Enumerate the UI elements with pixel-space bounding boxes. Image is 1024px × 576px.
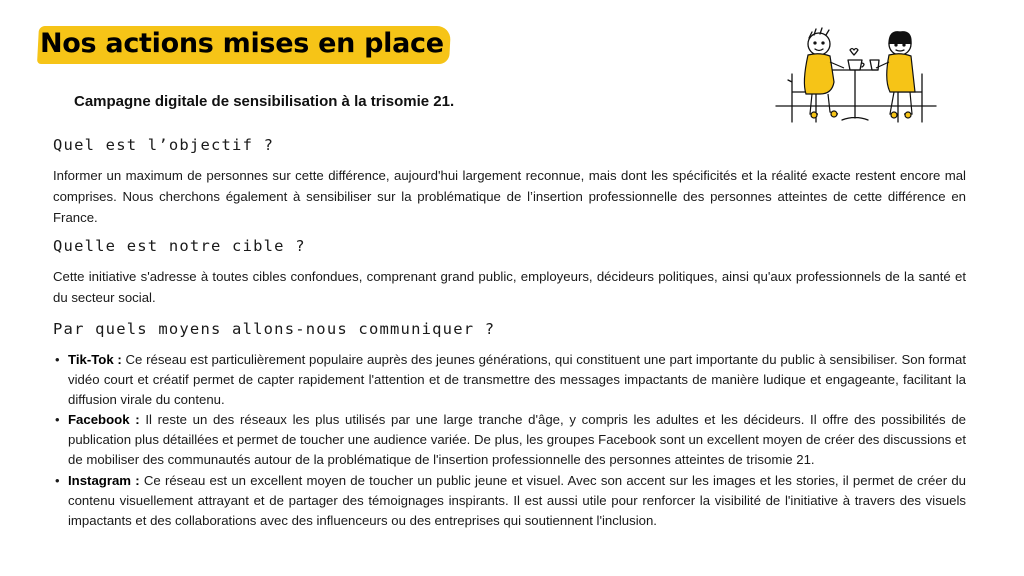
objective-text: Informer un maximum de personnes sur cette différence, aujourd'hui largement reconnue, mais dont les spécificités et la réalité exacte restent encore mal comprises. Nous cherchons également à sensibiliser sur la problématique de l’insertion professionnelle des personnes atteintes de cette différence en France. <box>53 168 966 225</box>
page-subtitle: Campagne digitale de sensibilisation à la trisomie 21. <box>74 93 455 110</box>
channel-label-tiktok: Tik-Tok : <box>68 352 122 367</box>
channel-text-tiktok: Ce réseau est particulièrement populaire auprès des jeunes générations, qui constituent une part importante du public à sensibiliser. Son format vidéo court et créatif permet de capter rapidement l'attention et de transmettre des messages impactants de manière ludique et engageante, facilitant la diffusion virale du contenu. <box>68 352 966 408</box>
channel-label-instagram: Instagram : <box>68 472 140 488</box>
channel-list <box>53 350 966 531</box>
bullet-icon: • <box>55 472 60 488</box>
list-item <box>53 350 966 410</box>
title-banner <box>38 24 450 64</box>
page-title: Nos actions mises en place <box>40 28 444 59</box>
cafe-illustration <box>772 22 940 128</box>
bullet-icon: • <box>55 352 60 367</box>
channel-text-facebook: Il reste un des réseaux les plus utilisés par une large tranche d'âge, y compris les adultes et les décideurs. Il offre des possibilités de publication plus détaillées et permet de toucher une audience variée. De plus, les groupes Facebook sont un excellent moyen de créer des discussions et de mobiliser des communautés autour de la problématique de l'insertion professionnelle des personnes atteintes de trisomie 21. <box>68 412 966 468</box>
bullet-icon: • <box>55 412 60 428</box>
target-text: Cette initiative s'adresse à toutes cibles confondues, comprenant grand public, employeurs, décideurs politiques, ainsi qu'aux professionnels de la santé et du secteur social. <box>53 269 966 305</box>
channel-label-facebook: Facebook : <box>68 412 140 428</box>
list-item <box>53 471 966 531</box>
channel-text-instagram: Ce réseau est un excellent moyen de toucher un public jeune et visuel. Avec son accent sur les images et les stories, il permet de créer du contenu visuellement attrayant et de partager des témoignages inspirants. Il est aussi utile pour renforcer la visibilité de l'initiative à travers des visuels impactants et des collaborations avec des influenceurs ou des entreprises qui soutiennent l'inclusion. <box>68 472 966 528</box>
means-heading: Par quels moyens allons-nous communiquer ? <box>53 320 496 338</box>
list-item <box>53 410 966 470</box>
objective-heading: Quel est l’objectif ? <box>53 136 275 154</box>
target-heading: Quelle est notre cible ? <box>53 237 306 255</box>
